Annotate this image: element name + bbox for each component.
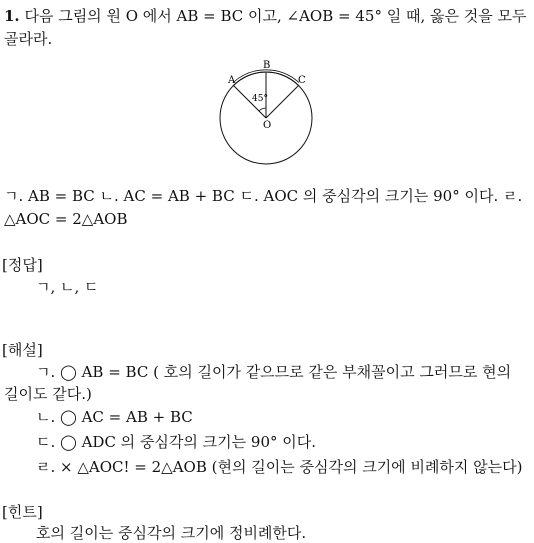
explanation-line-2: 길이도 같다.): [4, 385, 92, 403]
question-text-line1: 다음 그림의 원 O 에서 AB = BC 이고, ∠AOB = 45° 일 때, 옳은 것을 모두: [24, 7, 527, 25]
circle-figure: [214, 56, 318, 166]
explanation-line-3: ㄴ. ◯ AC = AB + BC: [36, 408, 193, 426]
answer-text: ㄱ, ㄴ, ㄷ: [36, 278, 99, 296]
explanation-line-1: ㄱ. ◯ AB = BC ( 호의 길이가 같으므로 같은 부채꼴이고 그러므로 현의: [36, 363, 512, 381]
explanation-line-5: ㄹ. × △AOC! = 2△AOB (현의 길이는 중심각의 크기에 비례하지 않는다): [36, 458, 523, 476]
angle-arc: [259, 108, 266, 111]
answer-header: [정답]: [2, 256, 43, 274]
label-a: A: [228, 75, 236, 86]
choices-line-1: ㄱ. AB = BC ㄴ. AC = AB + BC ㄷ. AOC 의 중심각의 크기는 90° 이다. ㄹ.: [4, 187, 523, 205]
choices-line-2: △AOC = 2△AOB: [4, 210, 128, 228]
hint-header: [힌트]: [2, 503, 43, 521]
hint-text: 호의 길이는 중심각의 크기에 정비례한다.: [36, 524, 307, 542]
question-line-1: [4, 6, 526, 26]
label-o: O: [263, 120, 272, 131]
radius-oc: [266, 86, 299, 119]
label-b: B: [263, 60, 271, 71]
explanation-line-4: ㄷ. ◯ ADC 의 중심각의 크기는 90° 이다.: [36, 433, 317, 451]
angle-label: 45°: [252, 94, 268, 104]
label-c: C: [298, 75, 306, 86]
question-number: 1.: [4, 7, 20, 25]
question-text-line2: 골라라.: [4, 30, 53, 48]
explanation-header: [해설]: [2, 341, 43, 359]
